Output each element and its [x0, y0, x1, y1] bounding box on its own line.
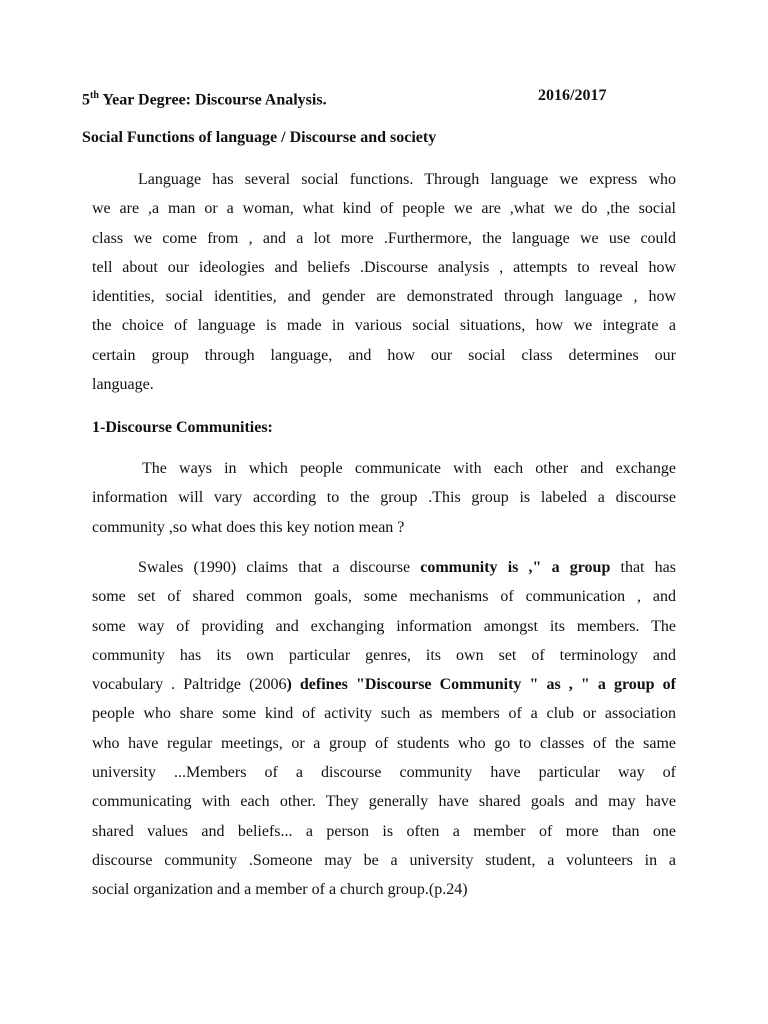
text-line: community has its own particular genres, its own set of terminology and — [92, 646, 676, 664]
text-line: discourse community .Someone may be a university student, a volunteers in a — [92, 851, 676, 869]
document-header — [82, 86, 622, 110]
bold-quote: community is ," a group — [420, 559, 611, 576]
text-line: certain group through language, and how our social class determines our — [92, 346, 676, 364]
bold-quote: ) defines "Discourse Community " as , " a group of — [286, 676, 676, 694]
text-line: language. — [92, 376, 154, 394]
header-title: Year Degree: Discourse Analysis. — [98, 91, 327, 109]
text-run: vocabulary . Paltridge (2006 — [92, 676, 287, 694]
header-year: 2016/2017 — [538, 87, 607, 104]
text-run: Swales (1990) claims that a discourse — [138, 559, 421, 576]
text-line — [92, 553, 676, 582]
text-line: tell about our ideologies and beliefs .Discourse analysis , attempts to reveal how — [92, 258, 676, 276]
text-line — [92, 670, 676, 699]
text-line: communicating with each other. They generally have shared goals and may have — [92, 793, 676, 811]
text-line: some set of shared common goals, some mechanisms of communication , and — [92, 588, 676, 606]
paragraph-social-functions — [92, 165, 676, 399]
text-line: Language has several social functions. Through language we express who — [138, 171, 676, 188]
text-line: The ways in which people communicate with each other and exchange — [142, 460, 676, 477]
page-subtitle: Social Functions of language / Discourse and society — [82, 129, 437, 146]
text-line: information will vary according to the group .This group is labeled a discourse — [92, 489, 676, 507]
text-line: community ,so what does this key notion mean ? — [92, 518, 405, 536]
header-number: 5 — [82, 91, 90, 109]
text-line: shared values and beliefs... a person is often a member of more than one — [92, 822, 676, 840]
text-line: we are ,a man or a woman, what kind of people we are ,what we do ,the social — [92, 200, 676, 218]
text-line: the choice of language is made in various social situations, how we integrate a — [92, 317, 676, 335]
text-line: university ...Members of a discourse community have particular way of — [92, 764, 676, 782]
text-line: class we come from , and a lot more .Furthermore, the language we use could — [92, 229, 676, 247]
text-line: identities, social identities, and gender are demonstrated through language , how — [92, 288, 676, 306]
text-line: social organization and a member of a church group.(p.24) — [92, 881, 468, 899]
text-line: who have regular meetings, or a group of students who go to classes of the same — [92, 734, 676, 752]
text-run: that has — [610, 559, 676, 576]
text-line: some way of providing and exchanging information amongst its members. The — [92, 617, 676, 635]
header-superscript: th — [90, 90, 99, 101]
paragraph-swales-paltridge — [92, 553, 676, 905]
text-line: people who share some kind of activity such as members of a club or association — [92, 705, 676, 723]
paragraph-discourse-communities — [92, 454, 676, 542]
section-heading: 1-Discourse Communities: — [92, 419, 273, 436]
